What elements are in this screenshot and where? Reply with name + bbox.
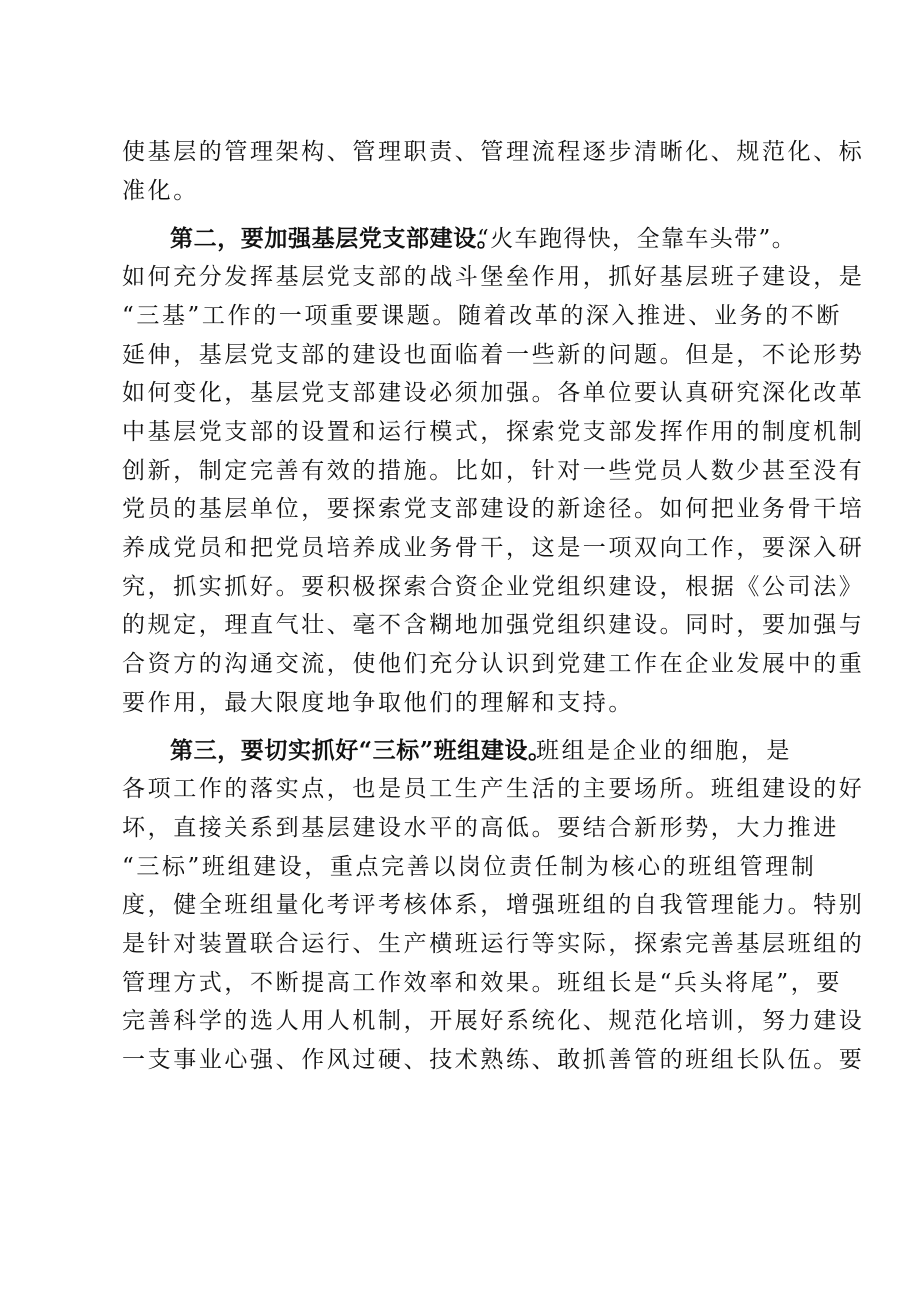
paragraph-text: “火车跑得快，全靠车头带”。 (477, 226, 797, 252)
paragraph-text: 如何充分发挥基层党支部的战斗堡垒作用，抓好基层班子建设，是 (122, 264, 865, 290)
text-line (0, 257, 920, 297)
section-3-heading: 第三，要切实抓好“三标”班组建设。 (170, 737, 552, 764)
paragraph-text: 合资方的沟通交流，使他们充分认识到党建工作在企业发展中的重 (122, 651, 865, 677)
section-3-first-line (0, 731, 920, 771)
paragraph-text: 使基层的管理架构、管理职责、管理流程逐步清晰化、规范化、标 (122, 139, 865, 165)
paragraph-text: 是针对装置联合运行、生产横班运行等实际，探索完善基层班组的 (122, 931, 865, 957)
paragraph-text: 养成党员和把党员培养成业务骨干，这是一项双向工作，要深入研 (122, 535, 865, 561)
text-line (0, 1040, 920, 1080)
paragraph-text: 如何变化，基层党支部建设必须加强。各单位要认真研究深化改革 (122, 380, 865, 406)
text-line (0, 963, 920, 1003)
text-line (0, 567, 920, 607)
paragraph-text: 延伸，基层党支部的建设也面临着一些新的问题。但是，不论形势 (122, 342, 865, 368)
paragraph-text: 一支事业心强、作风过硬、技术熟练、敢抓善管的班组长队伍。要 (122, 1047, 865, 1073)
text-line (0, 489, 920, 529)
paragraph-text: 中基层党支部的设置和运行模式，探索党支部发挥作用的制度机制 (122, 419, 865, 445)
text-line (0, 644, 920, 684)
paragraph-text: 各项工作的落实点，也是员工生产生活的主要场所。班组建设的好 (122, 776, 865, 802)
text-line (0, 335, 920, 375)
text-line (0, 171, 920, 211)
text-line (0, 808, 920, 848)
paragraph-text: 准化。 (122, 178, 199, 204)
text-line (0, 373, 920, 413)
section-2-heading: 第二，要加强基层党支部建设。 (170, 225, 501, 252)
text-line (0, 847, 920, 887)
paragraph-text: 的规定，理直气壮、毫不含糊地加强党组织建设。同时，要加强与 (122, 612, 865, 638)
paragraph-text: 班组是企业的细胞，是 (536, 738, 792, 764)
paragraph-text: “三标”班组建设，重点完善以岗位责任制为核心的班组管理制 (122, 854, 817, 880)
paragraph-text: 要作用，最大限度地争取他们的理解和支持。 (122, 690, 634, 716)
paragraph-text: 度，健全班组量化考评考核体系，增强班组的自我管理能力。特别 (122, 892, 865, 918)
text-line (0, 605, 920, 645)
section-2-first-line (0, 219, 920, 259)
text-line (0, 132, 920, 172)
paragraph-text: 创新，制定完善有效的措施。比如，针对一些党员人数少甚至没有 (122, 458, 865, 484)
text-line (0, 1001, 920, 1041)
text-line (0, 412, 920, 452)
text-line (0, 769, 920, 809)
paragraph-text: “三基”工作的一项重要课题。随着改革的深入推进、业务的不断 (122, 303, 842, 329)
paragraph-text: 究，抓实抓好。要积极探索合资企业党组织建设，根据《公司法》 (122, 574, 865, 600)
paragraph-text: 坏，直接关系到基层建设水平的高低。要结合新形势，大力推进 (122, 815, 839, 841)
text-line (0, 296, 920, 336)
text-line (0, 924, 920, 964)
text-line (0, 885, 920, 925)
paragraph-text: 管理方式，不断提高工作效率和效果。班组长是“兵头将尾”，要 (122, 970, 842, 996)
text-line (0, 451, 920, 491)
text-line (0, 528, 920, 568)
text-line (0, 683, 920, 723)
paragraph-text: 党员的基层单位，要探索党支部建设的新途径。如何把业务骨干培 (122, 496, 865, 522)
paragraph-text: 完善科学的选人用人机制，开展好系统化、规范化培训，努力建设 (122, 1008, 865, 1034)
